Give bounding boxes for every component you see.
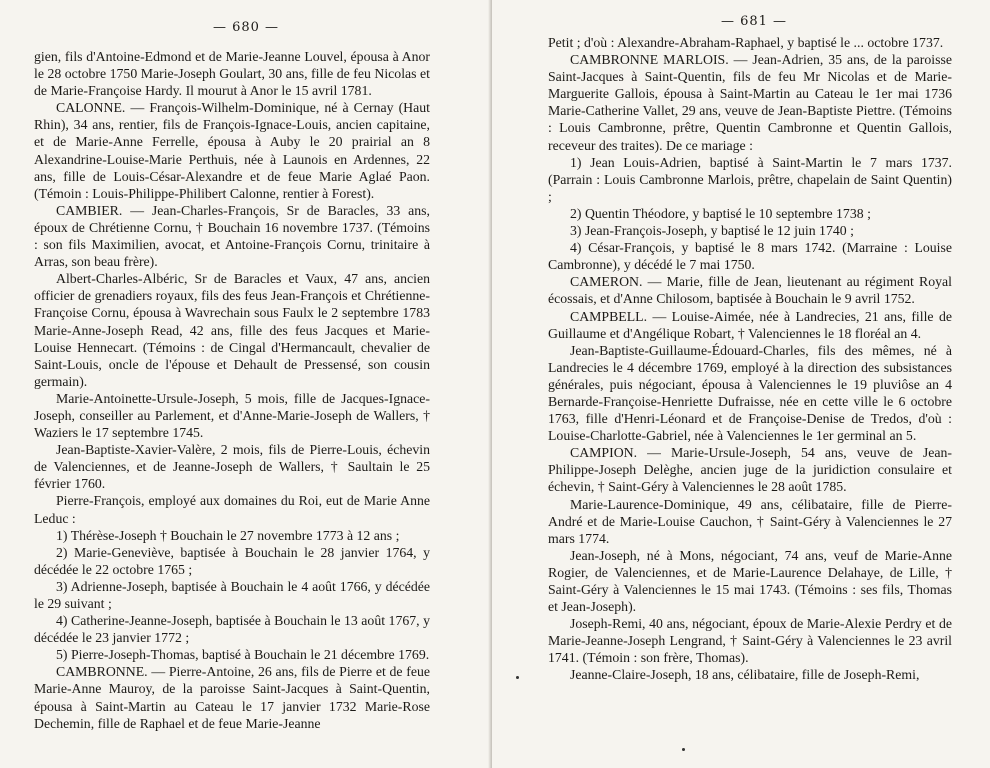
paragraph: Jean-Joseph, né à Mons, négociant, 74 ans, veuf de Marie-Anne Rogier, de Valenciennes, et de Marie-Laurence Delahaye, de Lille, † Saint-Géry à Valenciennes le 15 mai 1743. (Témoins : ses fils, Thomas et Jean-Joseph). [548, 547, 952, 615]
paragraph: Petit ; d'où : Alexandre-Abraham-Raphael, y baptisé le ... octobre 1737. [548, 35, 944, 50]
paragraph: Marie-Antoinette-Ursule-Joseph, 5 mois, fille de Jacques-Ignace-Joseph, conseiller au Parlement, et d'Anne-Marie-Joseph de Wallers, † Waziers le 17 septembre 1745. [34, 390, 430, 441]
list-item: 3) Adrienne-Joseph, baptisée à Bouchain le 4 août 1766, y décédée le 29 suivant ; [34, 578, 430, 611]
paragraph: CAMBRONNE MARLOIS. — Jean-Adrien, 35 ans, de la paroisse Saint-Jacques à Saint-Quentin, fils de feu Mr Nicolas et de Marie-Marguerite Gallois, épousa à Saint-Martin au Cateau le 1er mai 1736 Marie-Catherine Vallet, 29 ans, veuve de Jean-Baptiste Piettre. (Témoins : Louis Cambronne, prêtre, Quentin Cambronne et Quentin Gallois, receveur des traites). De ce mariage : [548, 52, 952, 153]
paragraph: CAMBIER. — Jean-Charles-François, Sr de Baracles, 33 ans, époux de Chrétienne Cornu, † Bouchain 16 novembre 1737. (Témoins : son fils Maximilien, avocat, et Antoine-François Cornu, trinitaire à Arras, son beau frère). [34, 202, 430, 270]
paragraph: Pierre-François, employé aux domaines du Roi, eut de Marie Anne Leduc : [34, 493, 430, 526]
scan-speck [516, 676, 519, 679]
page-number-left: — 680 — [212, 20, 280, 35]
paragraph: gien, fils d'Antoine-Edmond et de Marie-Jeanne Louvel, épousa à Anor le 28 octobre 1750 Marie-Joseph Goulart, 30 ans, fille de feu Nicolas et de Marie-Françoise Hardy. Il mourut à Anor le 15 avril 1781. [34, 49, 430, 99]
paragraph: CAMERON. — Marie, fille de Jean, lieutenant au régiment Royal écossais, et d'Anne Chilosom, baptisée à Bouchain le 9 avril 1752. [548, 274, 952, 307]
list-item: 3) Jean-François-Joseph, y baptisé le 12 juin 1740 ; [570, 223, 854, 239]
list-item: 2) Marie-Geneviève, baptisée à Bouchain le 28 janvier 1764, y décédée le 22 octobre 1765 ; [34, 544, 430, 577]
left-page [0, 0, 492, 768]
right-page-text [548, 34, 952, 684]
paragraph: Albert-Charles-Albéric, Sr de Baracles et Vaux, 47 ans, ancien officier de grenadiers royaux, fils des feus Jean-François et Chrétienne-Françoise Cornu, épousa à Wavrechain sous Faulx le 2 septembre 1783 Marie-Anne-Joseph Read, 42 ans, fille des feus Jacques et Marie-Louise Hennecart. (Témoins : de Cingal d'Hermancault, chevalier de Saint-Louis, oncle de l'épouse et Dehault de Pressensé, son cousin germain). [34, 271, 430, 389]
paragraph: CAMPBELL. — Louise-Aimée, née à Landrecies, 21 ans, fille de Guillaume et d'Angélique Robart, † Valenciennes le 18 floréal an 4. [548, 308, 952, 341]
list-item: 5) Pierre-Joseph-Thomas, baptisé à Bouchain le 21 décembre 1769. [56, 647, 430, 663]
paragraph: Jean-Baptiste-Guillaume-Édouard-Charles, fils des mêmes, né à Landrecies le 4 décembre 1769, employé à la direction des subsistances générales, puis négociant, épousa à Valenciennes le 19 pluviôse an 4 Bernarde-Françoise-Henriette Dufraisse, née en cette ville le 6 octobre 1763, fille d'Henri-Léonard et de Françoise-Denise de Tredos, d'où : Louise-Charlotte-Gabriel, née à Valenciennes le 1er germinal an 5. [548, 342, 952, 444]
right-page [492, 0, 990, 768]
paragraph: CAMPION. — Marie-Ursule-Joseph, 54 ans, veuve de Jean-Philippe-Joseph Delèghe, ancien juge de la juridiction consulaire et échevin, † Saint-Géry à Valenciennes le 28 août 1785. [548, 445, 952, 495]
paragraph: Joseph-Remi, 40 ans, négociant, époux de Marie-Alexie Perdry et de Marie-Jeanne-Joseph Lengrand, † Saint-Géry à Valenciennes le 23 avril 1741. (Témoin : son frère, Thomas). [548, 616, 952, 666]
scan-speck [682, 748, 685, 751]
left-page-text [34, 48, 430, 732]
list-item: 4) César-François, y baptisé le 8 mars 1742. (Marraine : Louise Cambronne), y décédé le 7 mai 1750. [548, 240, 952, 273]
paragraph: Jean-Baptiste-Xavier-Valère, 2 mois, fils de Pierre-Louis, échevin de Valenciennes, et de Jeanne-Joseph de Wallers, † Saultain le 25 février 1760. [34, 442, 430, 492]
list-item: 1) Thérèse-Joseph † Bouchain le 27 novembre 1773 à 12 ans ; [56, 527, 400, 543]
paragraph: Marie-Laurence-Dominique, 49 ans, célibataire, fille de Pierre-André et de Marie-Louise Cauchon, † Saint-Géry à Valenciennes le 27 mars 1774. [548, 496, 952, 546]
list-item: 1) Jean Louis-Adrien, baptisé à Saint-Martin le 7 mars 1737. (Parrain : Louis Cambronne Marlois, prêtre, chapelain de Saint Quentin) ; [548, 154, 952, 204]
paragraph: Jeanne-Claire-Joseph, 18 ans, célibataire, fille de Joseph-Remi, [570, 667, 920, 683]
paragraph: CALONNE. — François-Wilhelm-Dominique, né à Cernay (Haut Rhin), 34 ans, rentier, fils de François-Ignace-Louis, ancien capitaine, et de Marie-Anne Ferrelle, épousa à Auby le 20 prairial an 8 Alexandrine-Louise-Marie Perthuis, née à Launois en Ardennes, 22 ans, fille de Louis-César-Alexandre et de feue Marie Aglaé Paon. (Témoin : Louis-Philippe-Philibert Calonne, rentier à Forest). [34, 100, 430, 201]
paragraph: CAMBRONNE. — Pierre-Antoine, 26 ans, fils de Pierre et de feue Marie-Anne Mauroy, de la paroisse Saint-Jacques à Saint-Quentin, épousa à Saint-Martin au Cateau le 17 janvier 1732 Marie-Rose Dechemin, fille de Raphael et de feue Marie-Jeanne [34, 664, 430, 731]
list-item: 4) Catherine-Jeanne-Joseph, baptisée à Bouchain le 13 août 1767, y décédée le 23 janvier 1772 ; [34, 613, 430, 646]
page-number-right: — 681 — [720, 14, 788, 29]
list-item: 2) Quentin Théodore, y baptisé le 10 septembre 1738 ; [570, 205, 871, 221]
